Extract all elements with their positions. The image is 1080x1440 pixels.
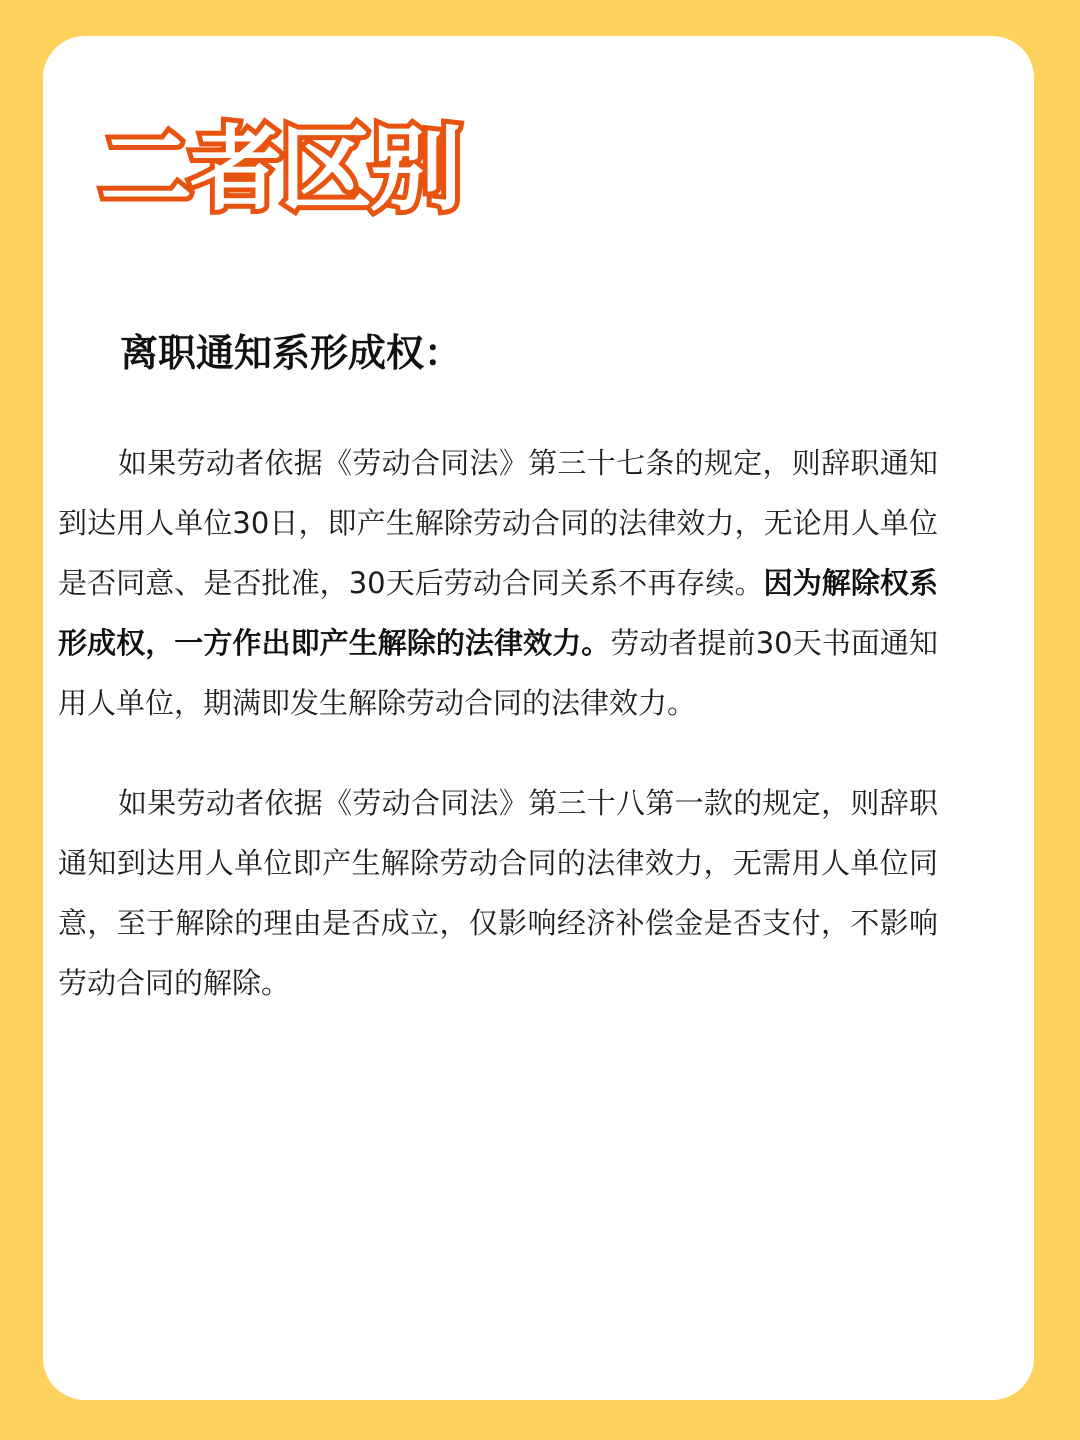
page-title: 二者区别 xyxy=(100,116,461,223)
paragraph-1 xyxy=(58,433,938,733)
paragraph-1-text-before: 如果劳动者依据《劳动合同法》第三十七条的规定，则辞职通知到达用人单位30日，即产生解除劳动合同的法律效力，无论用人单位是否同意、是否批准，30天后劳动合同关系不再存续。 xyxy=(58,446,938,600)
section-title: 离职通知系形成权： xyxy=(120,331,463,375)
paragraph-2: 如果劳动者依据《劳动合同法》第三十八第一款的规定，则辞职通知到达用人单位即产生解除劳动合同的法律效力，无需用人单位同意，至于解除的理由是否成立，仅影响经济补偿金是否支付，不影响劳动合同的解除。 xyxy=(58,786,938,1000)
paragraph-1-bold-text: 因为解除权系形成权，一方作出即产生解除的法律效力。 xyxy=(58,566,938,660)
paragraph-1-text-after: 劳动者提前30天书面通知用人单位，期满即发生解除劳动合同的法律效力。 xyxy=(58,626,938,720)
